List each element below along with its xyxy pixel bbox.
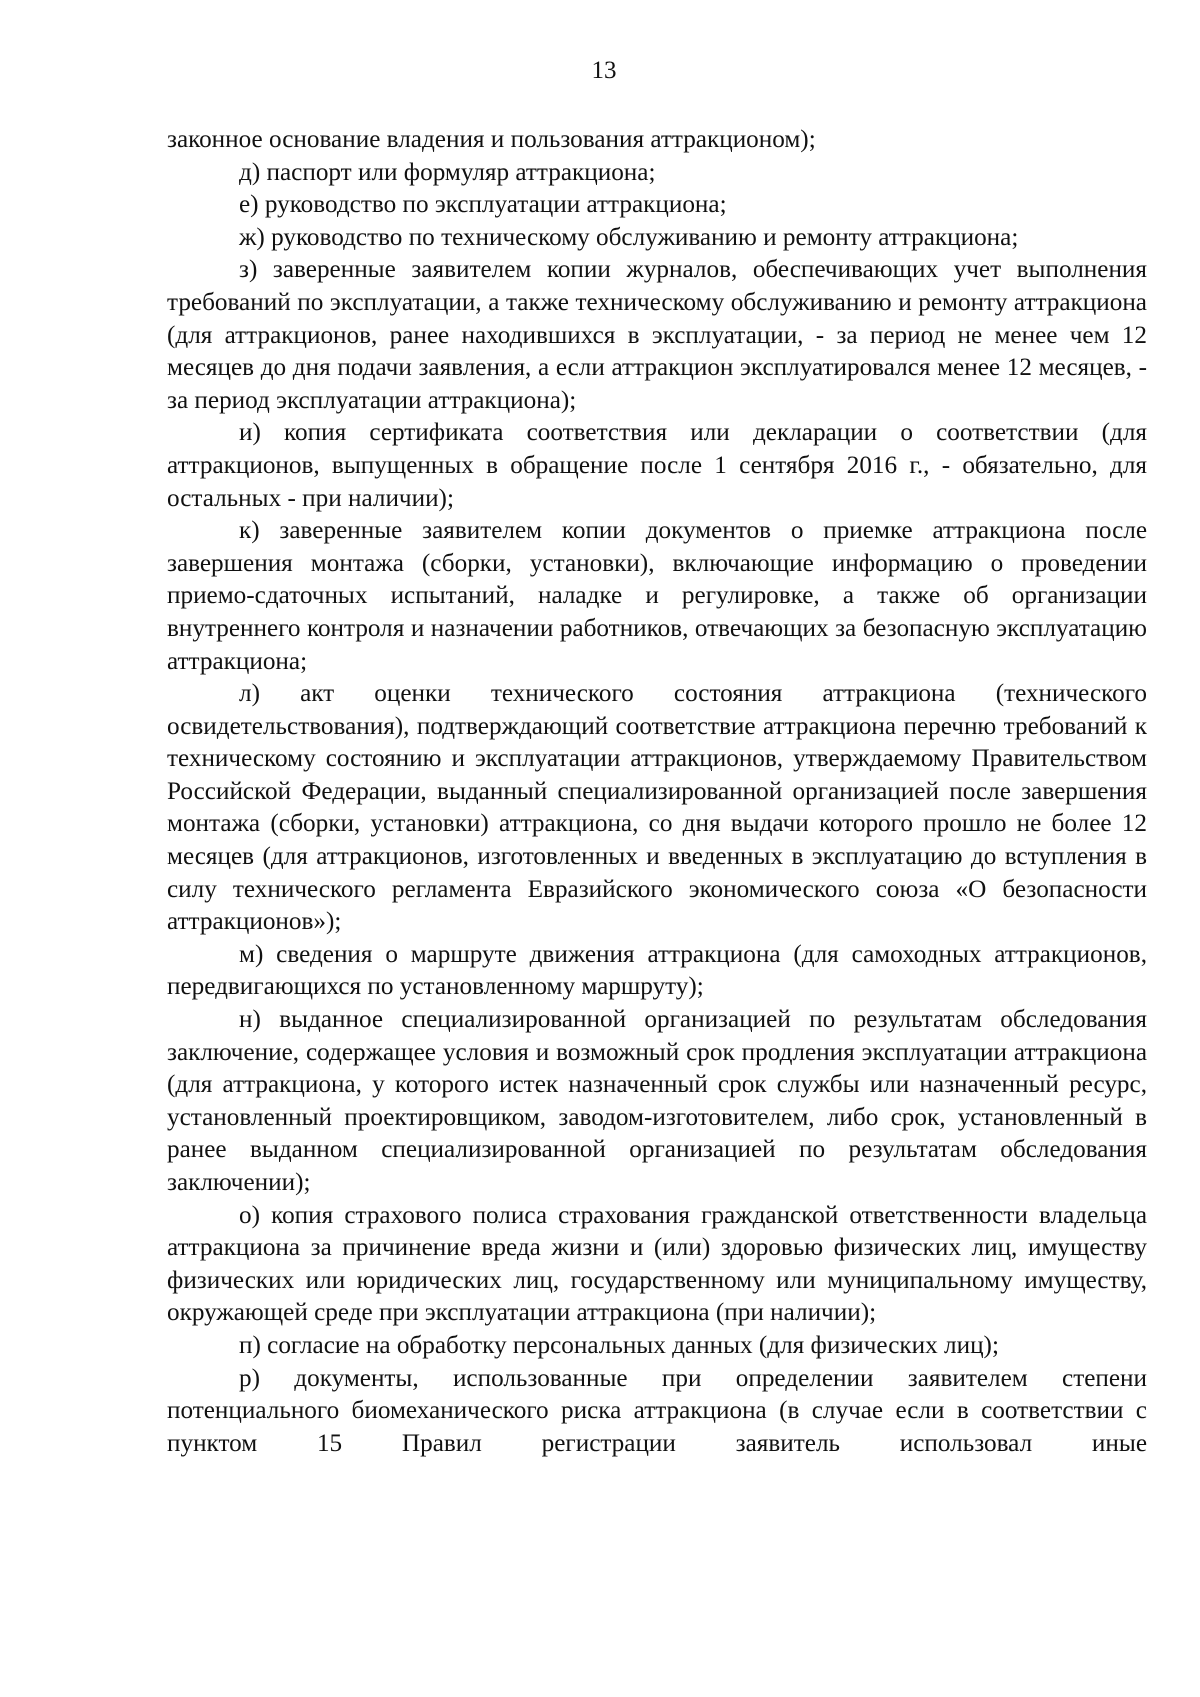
paragraph-item-p: п) согласие на обработку персональных данных (для физических лиц);: [239, 1331, 999, 1359]
paragraph-item-z: з) заверенные заявителем копии журналов, обеспечивающих учет выполнения требований по эксплуатации, а также техническому обслуживанию и ремонту аттракциона (для аттракционов, ранее находившихся в эксплуатации, - за период не менее чем 12 месяцев до дня подачи заявления, а если аттракцион эксплуатировался менее 12 месяцев, - за период эксплуатации аттракциона);: [167, 256, 1147, 414]
paragraph-item-n: н) выданное специализированной организацией по результатам обследования заключение, содержащее условия и возможный срок продления эксплуатации аттракциона (для аттракциона, у которого истек назначенный срок службы или назначенный ресурс, установленный проектировщиком, заводом-изготовителем, либо срок, установленный в ранее выданном специализированной организацией по результатам обследования заключении);: [167, 1006, 1147, 1196]
paragraph-item-d: д) паспорт или формуляр аттракциона;: [239, 158, 656, 186]
paragraph-item-o: о) копия страхового полиса страхования гражданской ответственности владельца аттракциона за причинение вреда жизни и (или) здоровью физических лиц, имуществу физических или юридических лиц, государственному или муниципальному имуществу, окружающей среде при эксплуатации аттракциона (при наличии);: [167, 1201, 1147, 1327]
page-number: 13: [591, 57, 617, 84]
document-body: [167, 124, 1147, 1460]
paragraph-continuation: законное основание владения и пользования аттракционом);: [167, 126, 816, 153]
paragraph-item-zh: ж) руководство по техническому обслуживанию и ремонту аттракциона;: [239, 223, 1019, 251]
paragraph-item-l: л) акт оценки технического состояния аттракциона (технического освидетельствования), подтверждающий соответствие аттракциона перечню требований к техническому состоянию и эксплуатации аттракционов, утверждаемому Правительством Российской Федерации, выданный специализированной организацией после завершения монтажа (сборки, установки) аттракциона, со дня выдачи которого прошло не более 12 месяцев (для аттракционов, изготовленных и введенных в эксплуатацию до вступления в силу технического регламента Евразийского экономического союза «О безопасности аттракционов»);: [167, 680, 1147, 936]
paragraph-item-m: м) сведения о маршруте движения аттракциона (для самоходных аттракционов, передвигающихся по установленному маршруту);: [167, 940, 1147, 1001]
paragraph-item-k: к) заверенные заявителем копии документов о приемке аттракциона после завершения монтажа (сборки, установки), включающие информацию о проведении приемо-сдаточных испытаний, наладке и регулировке, а также об организации внутреннего контроля и назначении работников, отвечающих за безопасную эксплуатацию аттракциона;: [167, 517, 1147, 675]
paragraph-item-e: е) руководство по эксплуатации аттракциона;: [239, 191, 727, 219]
paragraph-item-i: и) копия сертификата соответствия или декларации о соответствии (для аттракционов, выпущенных в обращение после 1 сентября 2016 г., - обязательно, для остальных - при наличии);: [167, 419, 1147, 512]
paragraph-item-r: р) документы, использованные при определении заявителем степени потенциального биомеханического риска аттракциона (в случае если в соответствии с пунктом 15 Правил регистрации заявитель использовал иные: [167, 1364, 1147, 1457]
